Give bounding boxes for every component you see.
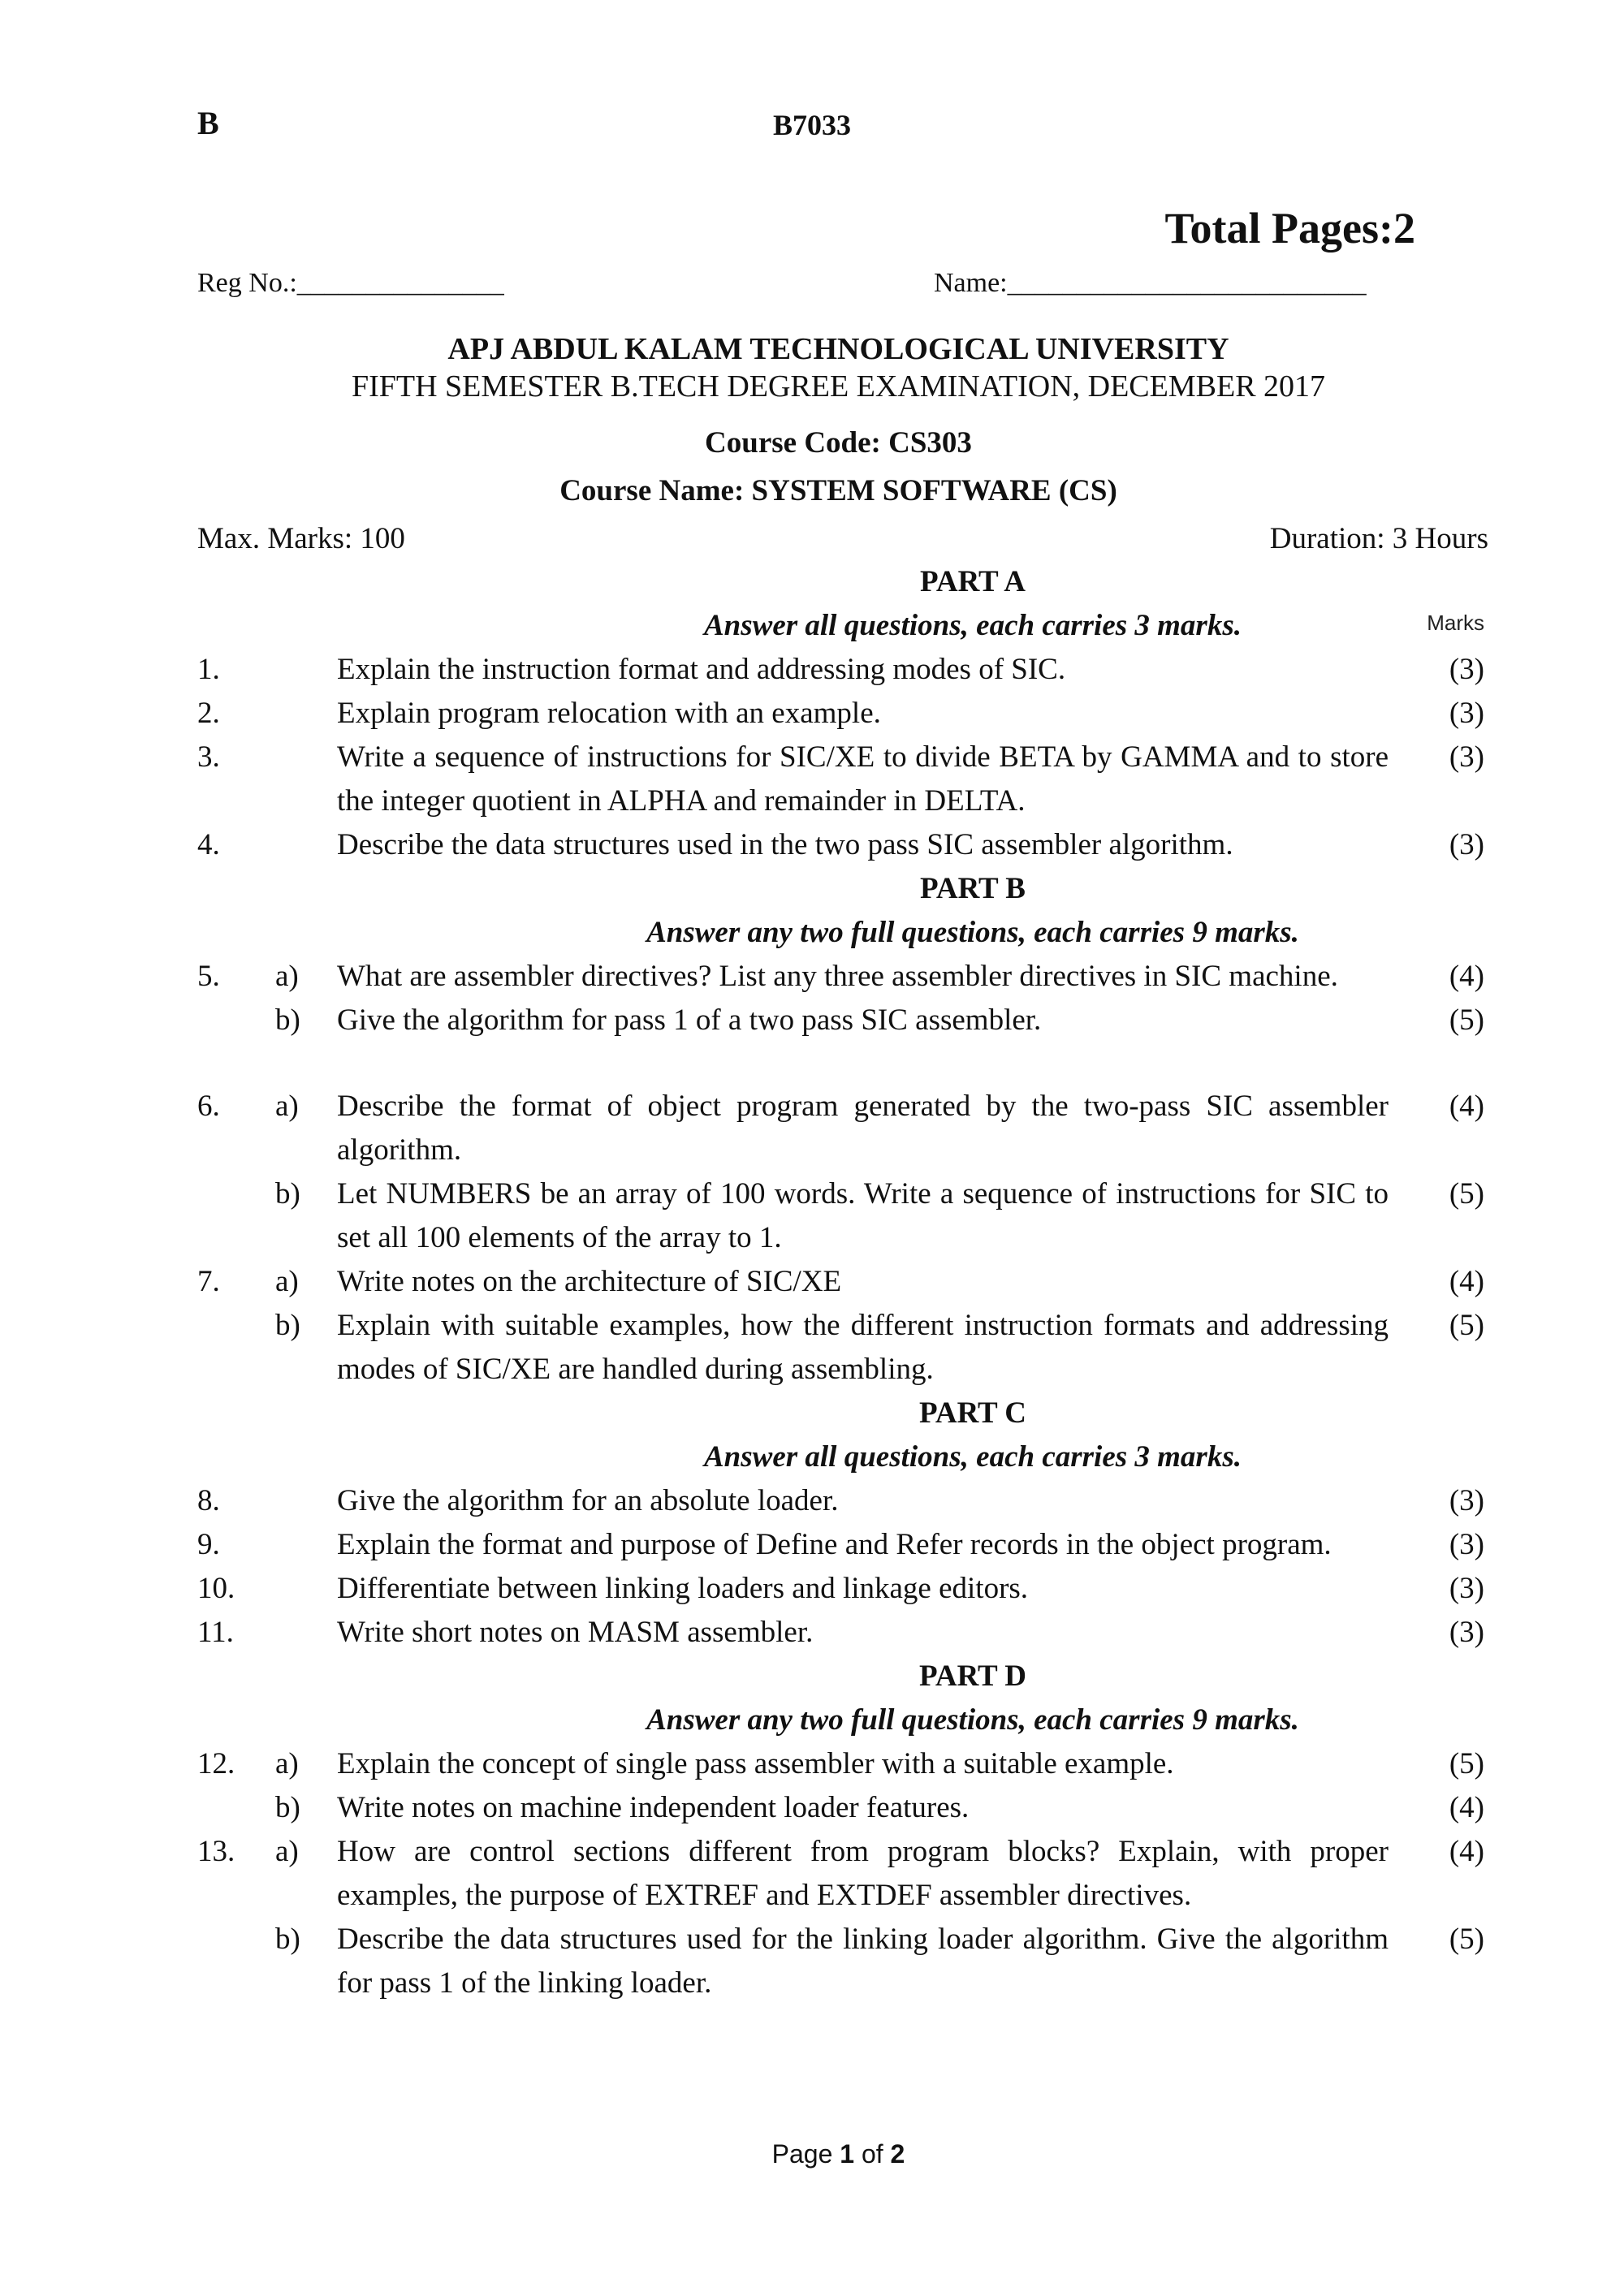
question-text: Let NUMBERS be an array of 100 words. Write a sequence of instructions for SIC to set all 100 elements of the array to 1. — [337, 1177, 1389, 1254]
part-instruction-row — [197, 1435, 1497, 1479]
question-text: Write a sequence of instructions for SIC/XE to divide BETA by GAMMA and to store the integer quotient in ALPHA and remainder in DELTA. — [337, 740, 1389, 818]
question-number: 5. — [197, 960, 220, 993]
part-instruction-row — [197, 604, 1497, 648]
question-subpart: a) — [275, 1747, 299, 1780]
question-item — [197, 955, 1497, 999]
total-pages: Total Pages:2 — [1164, 204, 1415, 252]
question-marks: (4) — [1449, 1090, 1484, 1123]
part-title: PART C — [919, 1396, 1026, 1430]
question-number: 3. — [197, 740, 220, 774]
part-instruction: Answer all questions, each carries 3 marks. — [704, 609, 1242, 642]
question-marks: (3) — [1449, 697, 1484, 730]
question-marks: (5) — [1449, 1003, 1484, 1037]
question-marks: (3) — [1449, 1616, 1484, 1649]
part-instruction: Answer any two full questions, each carries 9 marks. — [646, 1703, 1299, 1737]
university-title: APJ ABDUL KALAM TECHNOLOGICAL UNIVERSITY — [447, 332, 1229, 366]
question-text: What are assembler directives? List any three assembler directives in SIC machine. — [337, 960, 1338, 993]
question-item — [197, 1918, 1497, 2005]
footer-total-pages: 2 — [890, 2139, 905, 2169]
part-title: PART D — [919, 1659, 1026, 1693]
question-number: 8. — [197, 1484, 220, 1517]
question-text: Explain the format and purpose of Define and Refer records in the object program. — [337, 1528, 1332, 1561]
footer-prefix: Page — [771, 2139, 840, 2169]
question-text: Give the algorithm for pass 1 of a two pass SIC assembler. — [337, 1003, 1042, 1037]
course-code: Course Code: CS303 — [705, 426, 972, 460]
question-item — [197, 823, 1497, 867]
duration: Duration: 3 Hours — [1269, 522, 1488, 555]
question-item — [197, 1304, 1497, 1392]
question-text: Write notes on the architecture of SIC/XE — [337, 1265, 842, 1298]
question-item — [197, 1260, 1497, 1304]
question-marks: (5) — [1449, 1747, 1484, 1780]
course-name: Course Name: SYSTEM SOFTWARE (CS) — [559, 474, 1117, 507]
question-marks: (5) — [1449, 1309, 1484, 1342]
question-marks: (5) — [1449, 1923, 1484, 1956]
question-marks: (5) — [1449, 1177, 1484, 1211]
question-number: 1. — [197, 653, 220, 686]
question-item — [197, 1742, 1497, 1786]
question-text: Explain program relocation with an example. — [337, 697, 881, 730]
question-number: 4. — [197, 828, 220, 861]
question-item — [197, 692, 1497, 736]
question-number: 10. — [197, 1572, 235, 1605]
footer-of: of — [854, 2139, 891, 2169]
paper-series: B — [197, 105, 219, 141]
question-number: 13. — [197, 1835, 235, 1868]
footer-current-page: 1 — [840, 2139, 855, 2169]
part-instruction: Answer all questions, each carries 3 marks. — [704, 1440, 1242, 1474]
question-text: Describe the data structures used in the two pass SIC assembler algorithm. — [337, 828, 1233, 861]
question-text: Explain with suitable examples, how the different instruction formats and addressing modes of SIC/XE are handled during assembling. — [337, 1309, 1389, 1386]
question-item — [197, 999, 1497, 1042]
question-subpart: b) — [275, 1003, 300, 1037]
question-text: Differentiate between linking loaders and linkage editors. — [337, 1572, 1029, 1605]
question-item — [197, 1786, 1497, 1830]
question-subpart: a) — [275, 1265, 299, 1298]
max-marks: Max. Marks: 100 — [197, 522, 405, 555]
question-subpart: b) — [275, 1923, 300, 1956]
paper-code: B7033 — [773, 109, 852, 141]
question-marks: (3) — [1449, 740, 1484, 774]
question-marks: (4) — [1449, 1265, 1484, 1298]
marks-column-header: Marks — [1427, 611, 1484, 635]
question-subpart: a) — [275, 960, 299, 993]
part-instruction-row — [197, 911, 1497, 955]
question-item — [197, 1085, 1497, 1172]
question-marks: (4) — [1449, 960, 1484, 993]
exam-title: FIFTH SEMESTER B.TECH DEGREE EXAMINATION, DECEMBER 2017 — [351, 369, 1326, 404]
question-text: How are control sections different from program blocks? Explain, with proper examples, the purpose of EXTREF and EXTDEF assembler directives. — [337, 1835, 1389, 1912]
part-instruction: Answer any two full questions, each carries 9 marks. — [646, 916, 1299, 949]
question-subpart: b) — [275, 1791, 300, 1824]
reg-no-field: Reg No.:_______________ — [197, 268, 504, 298]
question-number: 6. — [197, 1090, 220, 1123]
question-marks: (3) — [1449, 828, 1484, 861]
question-text: Give the algorithm for an absolute loader. — [337, 1484, 839, 1517]
question-item — [197, 736, 1497, 823]
question-subpart: a) — [275, 1090, 299, 1123]
question-item — [197, 648, 1497, 692]
question-number: 7. — [197, 1265, 220, 1298]
question-subpart: a) — [275, 1835, 299, 1868]
question-spacer — [197, 1042, 1497, 1085]
name-field: Name:__________________________ — [934, 268, 1367, 298]
question-item — [197, 1611, 1497, 1655]
part-title: PART B — [920, 872, 1026, 905]
page-footer — [0, 2139, 1624, 2169]
question-subpart: b) — [275, 1177, 300, 1211]
question-text: Write notes on machine independent loader features. — [337, 1791, 970, 1824]
question-text: Write short notes on MASM assembler. — [337, 1616, 814, 1649]
question-text: Explain the instruction format and addressing modes of SIC. — [337, 653, 1066, 686]
question-number: 9. — [197, 1528, 220, 1561]
question-text: Describe the format of object program generated by the two-pass SIC assembler algorithm. — [337, 1090, 1389, 1167]
question-paper-body — [197, 560, 1497, 2005]
question-item — [197, 1523, 1497, 1567]
question-item — [197, 1479, 1497, 1523]
part-title: PART A — [920, 565, 1026, 598]
question-number: 11. — [197, 1616, 234, 1649]
question-text: Describe the data structures used for the linking loader algorithm. Give the algorithm for pass 1 of the linking loader. — [337, 1923, 1389, 2000]
question-marks: (4) — [1449, 1791, 1484, 1824]
question-item — [197, 1830, 1497, 1918]
part-instruction-row — [197, 1698, 1497, 1742]
question-marks: (4) — [1449, 1835, 1484, 1868]
question-marks: (3) — [1449, 1528, 1484, 1561]
question-marks: (3) — [1449, 1572, 1484, 1605]
question-marks: (3) — [1449, 653, 1484, 686]
question-subpart: b) — [275, 1309, 300, 1342]
question-item — [197, 1172, 1497, 1260]
question-marks: (3) — [1449, 1484, 1484, 1517]
question-number: 12. — [197, 1747, 235, 1780]
question-item — [197, 1567, 1497, 1611]
question-text: Explain the concept of single pass assembler with a suitable example. — [337, 1747, 1174, 1780]
question-number: 2. — [197, 697, 220, 730]
